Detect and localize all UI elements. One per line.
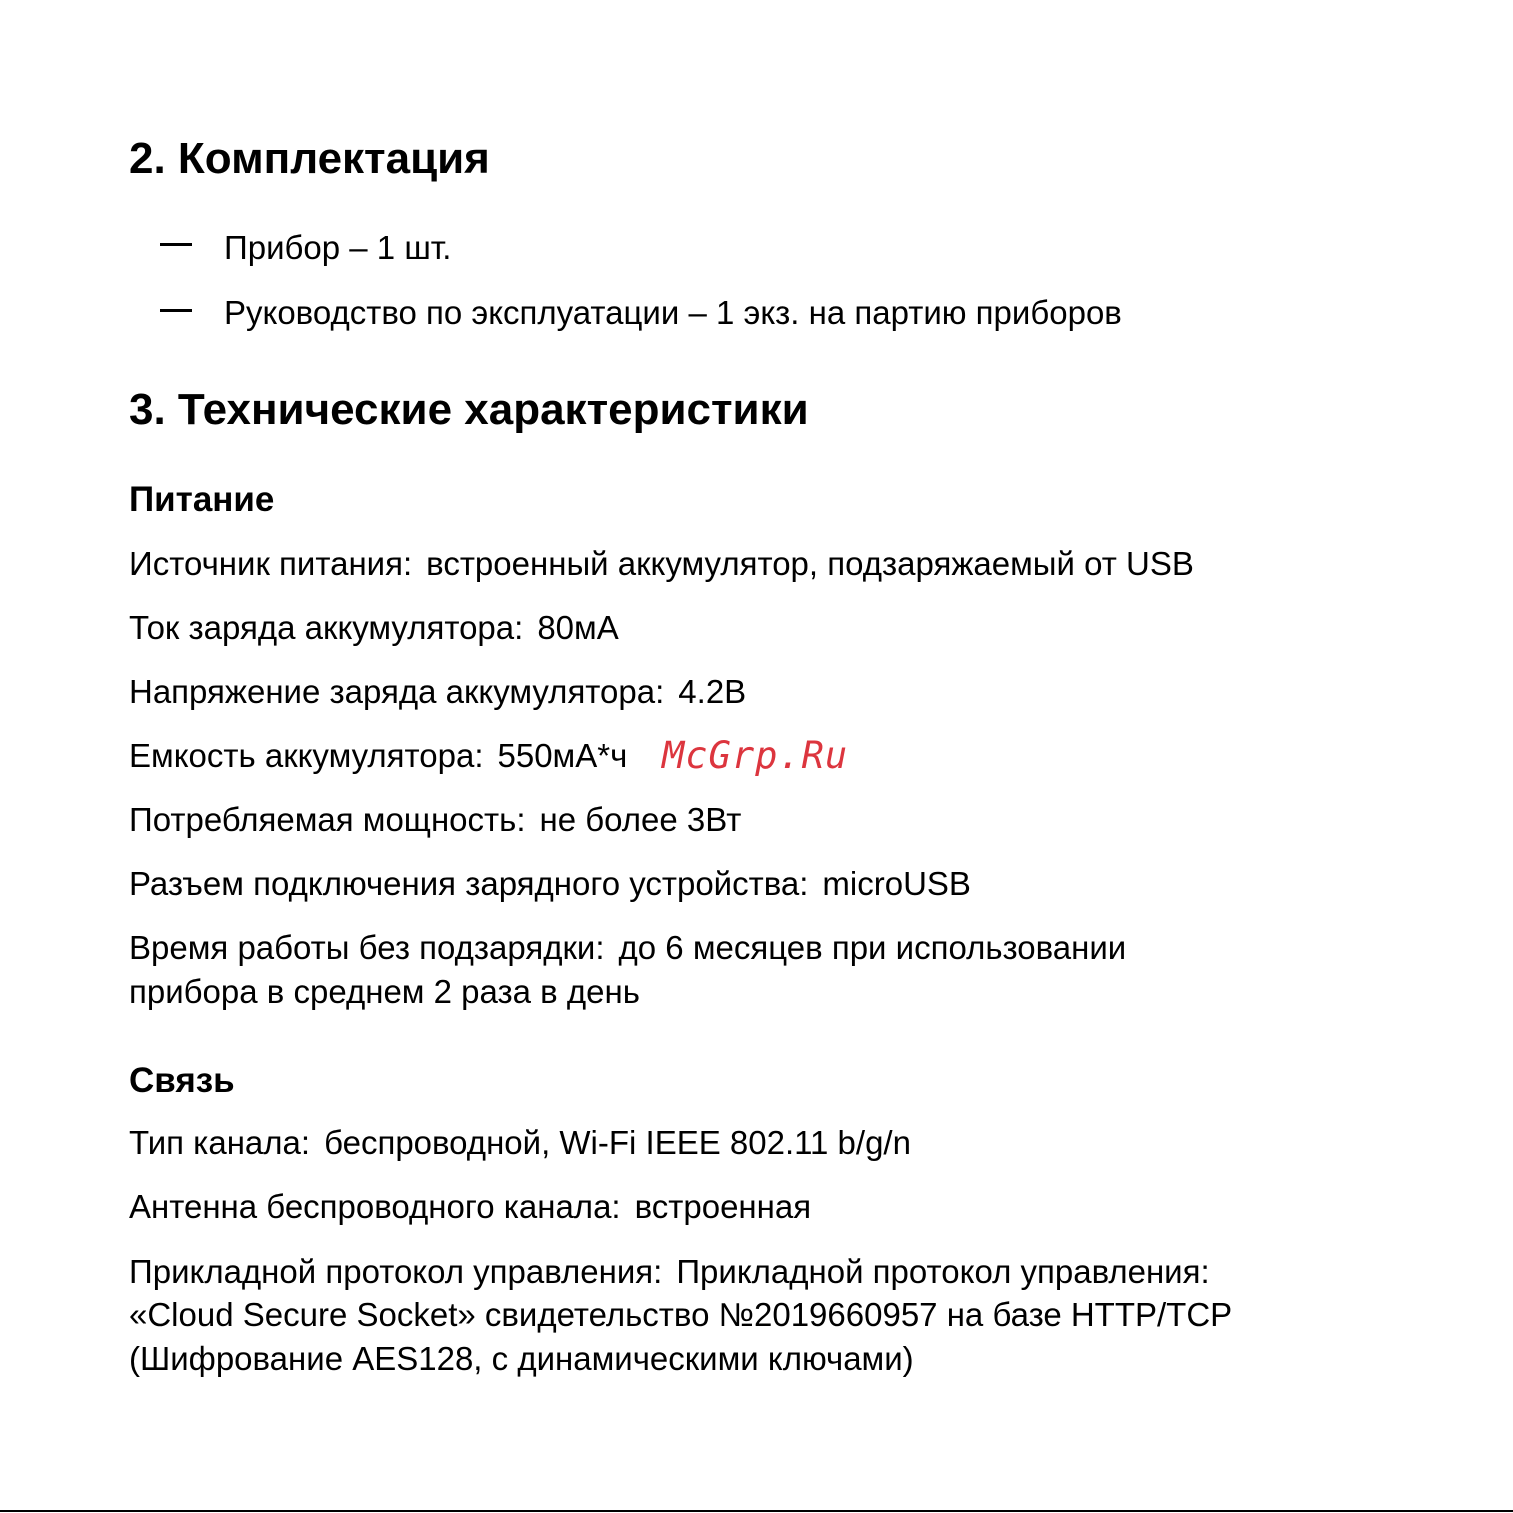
spec-label: Емкость аккумулятора: xyxy=(129,737,484,774)
spec-value: 4.2В xyxy=(678,673,747,710)
spec-value: 80мА xyxy=(537,609,619,646)
spec-label: Потребляемая мощность: xyxy=(129,801,526,838)
spec-row-runtime-cont: прибора в среднем 2 раза в день xyxy=(129,973,640,1010)
spec-value: до 6 месяцев при использовании xyxy=(618,929,1127,966)
section-2-title: 2. Комплектация xyxy=(129,134,490,183)
spec-row-channel-type xyxy=(129,1121,911,1165)
spec-value: беспроводной, Wi-Fi IEEE 802.11 b/g/n xyxy=(324,1124,911,1161)
spec-label: Тип канала: xyxy=(129,1124,311,1161)
spec-row-connector xyxy=(129,862,971,906)
spec-label: Антенна беспроводного канала: xyxy=(129,1188,621,1225)
spec-label: Источник питания: xyxy=(129,545,413,582)
spec-row-antenna xyxy=(129,1185,811,1229)
spec-label: Время работы без подзарядки: xyxy=(129,929,605,966)
watermark-text: McGrp.Ru xyxy=(662,734,849,777)
spec-label: Ток заряда аккумулятора: xyxy=(129,609,524,646)
spec-label: Прикладной протокол управления: xyxy=(129,1253,663,1290)
spec-row-power-source xyxy=(129,542,1194,586)
spec-row-charge-current xyxy=(129,606,619,650)
spec-row-power-consumption xyxy=(129,798,741,842)
power-heading: Питание xyxy=(129,480,275,519)
spec-row-runtime xyxy=(129,926,1126,970)
spec-label: Разъем подключения зарядного устройства: xyxy=(129,865,809,902)
spec-value: 550мА*ч xyxy=(497,737,628,774)
spec-row-protocol xyxy=(129,1250,1210,1294)
comm-heading: Связь xyxy=(129,1061,235,1100)
spec-label: Напряжение заряда аккумулятора: xyxy=(129,673,665,710)
dash-bullet xyxy=(160,309,192,312)
package-item: Прибор – 1 шт. xyxy=(224,229,452,266)
spec-value: microUSB xyxy=(822,865,971,902)
section-3-title: 3. Технические характеристики xyxy=(129,385,809,434)
spec-value: встроенная xyxy=(634,1188,812,1225)
package-item: Руководство по эксплуатации – 1 экз. на партию приборов xyxy=(224,294,1122,331)
spec-row-capacity xyxy=(129,734,627,778)
dash-bullet xyxy=(160,243,192,246)
spec-value: Прикладной протокол управления: xyxy=(676,1253,1210,1290)
spec-row-protocol-cont: «Cloud Secure Socket» свидетельство №2019660957 на базе HTTP/TCP xyxy=(129,1296,1233,1333)
spec-row-protocol-cont: (Шифрование AES128, с динамическими ключами) xyxy=(129,1340,914,1377)
page-bottom-rule xyxy=(0,1510,1513,1512)
spec-value: не более 3Вт xyxy=(539,801,742,838)
spec-row-charge-voltage xyxy=(129,670,746,714)
spec-value: встроенный аккумулятор, подзаряжаемый от USB xyxy=(426,545,1194,582)
